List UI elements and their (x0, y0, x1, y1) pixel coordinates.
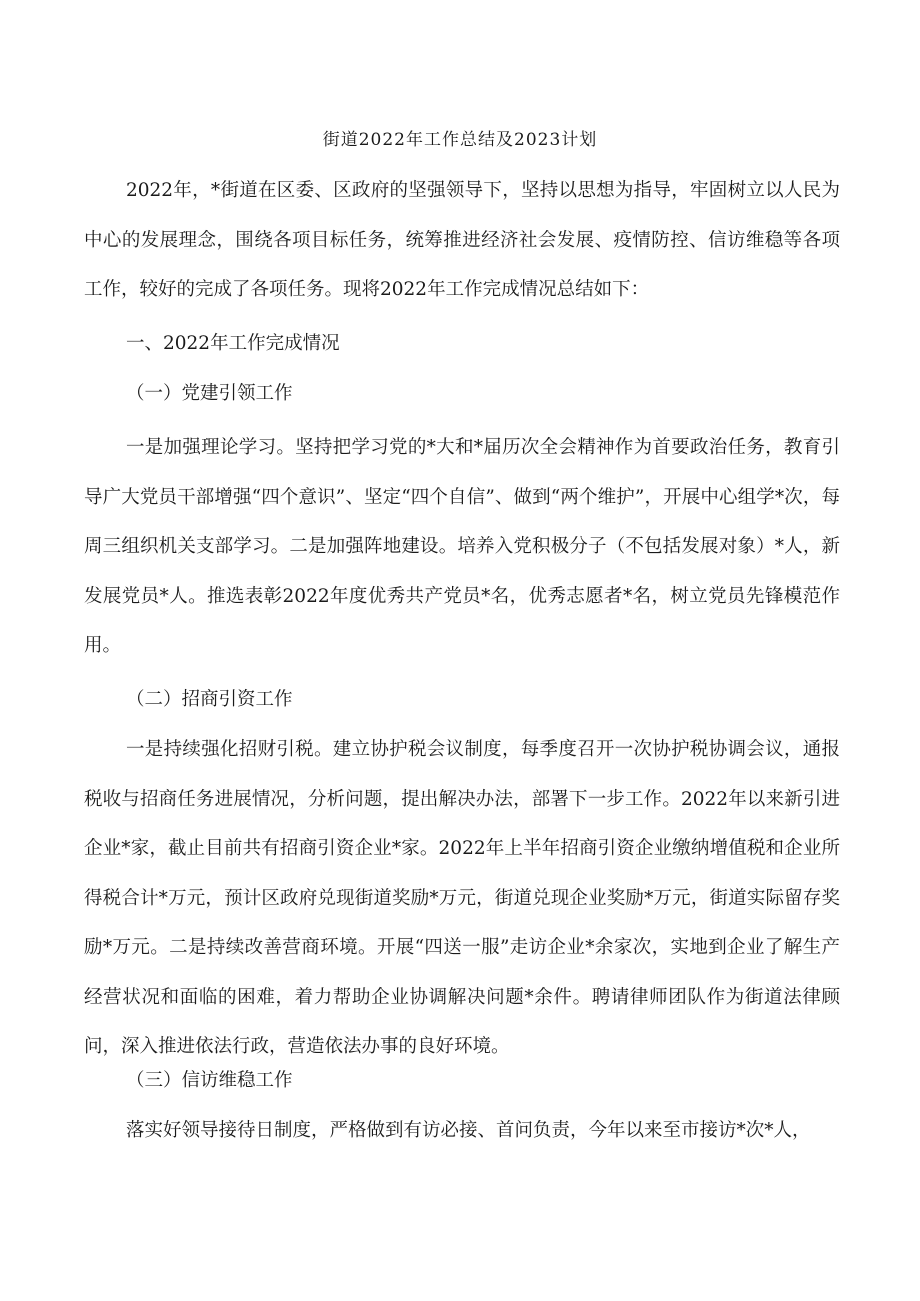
intro-paragraph: 2022年，*街道在区委、区政府的坚强领导下，坚持以思想为指导，牢固树立以人民为中心的发展理念，围绕各项目标任务，统筹推进经济社会发展、疫情防控、信访维稳等各项工作，较好的完成了各项任务。现将2022年工作完成情况总结如下： (84, 180, 840, 300)
subsection-heading-petition: （三）信访维稳工作 (126, 1070, 293, 1091)
investment-paragraph: 一是持续强化招财引税。建立协护税会议制度，每季度召开一次协护税协调会议，通报税收与招商任务进展情况，分析问题，提出解决办法，部署下一步工作。2022年以来新引进企业*家，截止目前共有招商引资企业*家。2022年上半年招商引资企业缴纳增值税和企业所得税合计*万元，预计区政府兑现街道奖励*万元，街道兑现企业奖励*万元，街道实际留存奖励*万元。二是持续改善营商环境。开展“四送一服”走访企业*余家次，实地到企业了解生产经营状况和面临的困难，着力帮助企业协调解决问题*余件。聘请律师团队作为街道法律顾问，深入推进依法行政，营造依法办事的良好环境。 (84, 739, 840, 1057)
petition-paragraph: 落实好领导接待日制度，严格做到有访必接、首问负责，今年以来至市接访*次*人， (126, 1120, 811, 1141)
document-title: 街道2022年工作总结及2023计划 (322, 130, 598, 150)
subsection-heading-party-building: （一）党建引领工作 (126, 383, 293, 404)
subsection-heading-investment: （二）招商引资工作 (126, 689, 293, 710)
section-heading-1: 一、2022年工作完成情况 (126, 333, 340, 354)
party-building-paragraph: 一是加强理论学习。坚持把学习党的*大和*届历次全会精神作为首要政治任务，教育引导广大党员干部增强“四个意识”、坚定“四个自信”、做到“两个维护”，开展中心组学*次，每周三组织机关支部学习。二是加强阵地建设。培养入党积极分子（不包括发展对象）*人，新发展党员*人。推选表彰2022年度优秀共产党员*名，优秀志愿者*名，树立党员先锋模范作用。 (84, 437, 840, 656)
